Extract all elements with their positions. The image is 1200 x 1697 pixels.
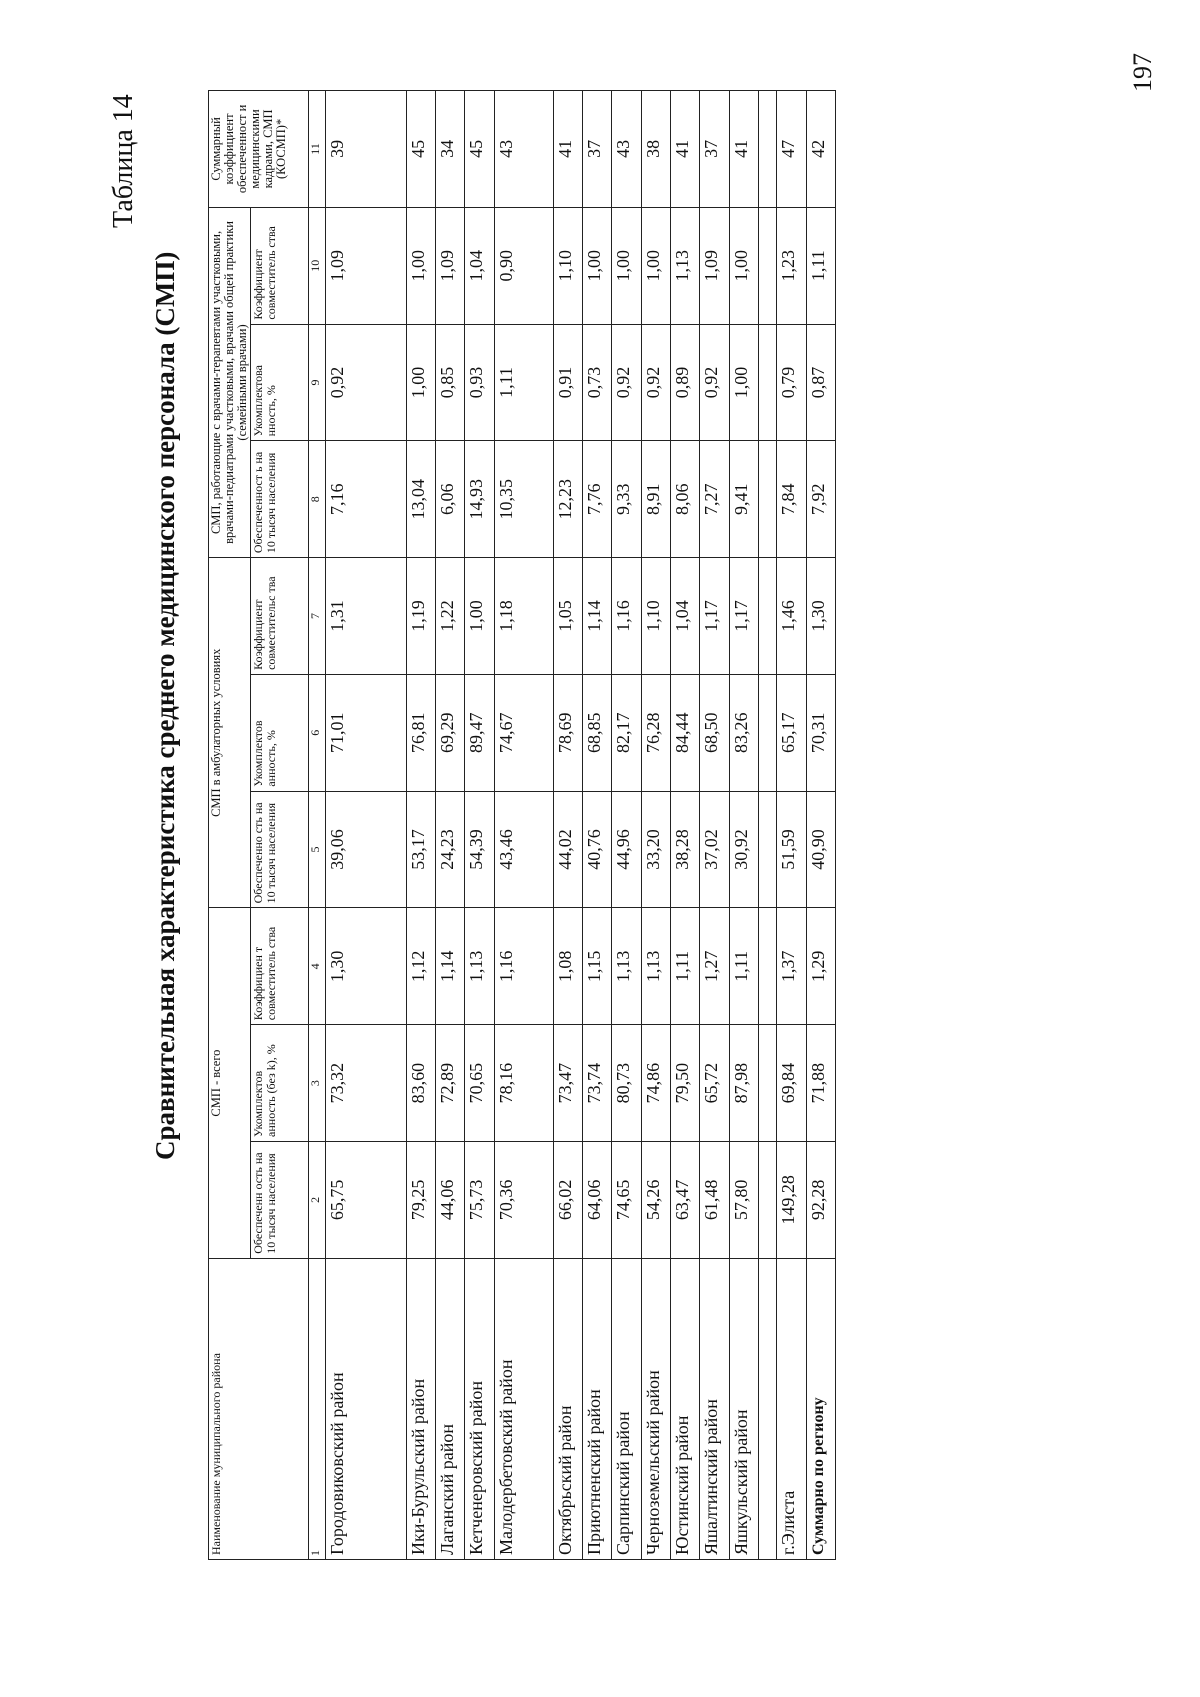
smp-table <box>208 90 836 1560</box>
header-c6: Укомплектов анность, % <box>251 674 309 791</box>
row-name-cell: Октябрьский район <box>553 1258 582 1559</box>
table-row <box>553 91 582 1560</box>
value-cell-c11: 39 <box>326 91 407 208</box>
header-group-outpatient: СМП в амбулаторных условиях <box>209 558 251 908</box>
spacer-cell <box>758 558 776 675</box>
value-cell-c3: 74,86 <box>641 1025 670 1142</box>
header-name: Наименование муниципального района <box>209 1258 309 1559</box>
value-cell-c5: 24,23 <box>436 791 465 908</box>
value-cell-c2: 70,36 <box>494 1141 553 1258</box>
page-title <box>150 252 181 1160</box>
table-row <box>465 91 494 1560</box>
spacer-cell <box>758 908 776 1025</box>
value-cell-c7: 1,10 <box>641 558 670 675</box>
value-cell-c9: 1,11 <box>494 324 553 441</box>
value-cell-c2: 44,06 <box>436 1141 465 1258</box>
value-cell-c9: 0,92 <box>700 324 729 441</box>
rotated-table-container <box>208 90 836 1560</box>
column-number: 9 <box>309 324 326 441</box>
value-cell-c2: 64,06 <box>582 1141 611 1258</box>
value-cell-c4: 1,11 <box>670 908 699 1025</box>
column-number: 8 <box>309 441 326 558</box>
value-cell-c3: 73,74 <box>582 1025 611 1142</box>
value-cell-c8: 12,23 <box>553 441 582 558</box>
value-cell-c5: 39,06 <box>326 791 407 908</box>
value-cell-c7: 1,22 <box>436 558 465 675</box>
value-cell-c11: 45 <box>406 91 435 208</box>
value-cell-c5: 33,20 <box>641 791 670 908</box>
column-number: 2 <box>309 1141 326 1258</box>
row-name-cell: Сарпинский район <box>612 1258 641 1559</box>
header-c4: Коэффициен т совместитель ства <box>251 908 309 1025</box>
value-cell-c5: 40,76 <box>582 791 611 908</box>
spacer-cell <box>758 324 776 441</box>
value-cell-c11: 42 <box>806 91 835 208</box>
value-cell-c3: 65,72 <box>700 1025 729 1142</box>
value-cell-c4: 1,13 <box>465 908 494 1025</box>
column-number: 7 <box>309 558 326 675</box>
value-cell-c5: 37,02 <box>700 791 729 908</box>
value-cell-c8: 7,76 <box>582 441 611 558</box>
value-cell-c3: 79,50 <box>670 1025 699 1142</box>
table-row <box>777 91 806 1560</box>
value-cell-c6: 70,31 <box>806 674 835 791</box>
value-cell-c10: 1,00 <box>612 207 641 324</box>
value-cell-c7: 1,05 <box>553 558 582 675</box>
value-cell-c3: 73,47 <box>553 1025 582 1142</box>
value-cell-c2: 57,80 <box>729 1141 758 1258</box>
value-cell-c4: 1,13 <box>641 908 670 1025</box>
column-number: 10 <box>309 207 326 324</box>
row-name-cell: Яшкульский район <box>729 1258 758 1559</box>
table-row <box>806 91 835 1560</box>
table-label: Таблица 14 <box>108 94 139 228</box>
header-c2: Обеспеченн ость на 10 тысяч населения <box>251 1141 309 1258</box>
value-cell-c2: 75,73 <box>465 1141 494 1258</box>
value-cell-c6: 83,26 <box>729 674 758 791</box>
value-cell-c9: 0,93 <box>465 324 494 441</box>
value-cell-c7: 1,31 <box>326 558 407 675</box>
row-name-cell: Черноземельский район <box>641 1258 670 1559</box>
value-cell-c3: 80,73 <box>612 1025 641 1142</box>
header-c9: Укомплектова нность, % <box>251 324 309 441</box>
value-cell-c10: 1,09 <box>436 207 465 324</box>
table-row <box>494 91 553 1560</box>
spacer-cell <box>758 791 776 908</box>
value-cell-c9: 0,92 <box>612 324 641 441</box>
value-cell-c7: 1,16 <box>612 558 641 675</box>
value-cell-c6: 71,01 <box>326 674 407 791</box>
value-cell-c7: 1,04 <box>670 558 699 675</box>
value-cell-c3: 72,89 <box>436 1025 465 1142</box>
value-cell-c2: 79,25 <box>406 1141 435 1258</box>
value-cell-c11: 41 <box>553 91 582 208</box>
row-name-cell: Суммарно по региону <box>806 1258 835 1559</box>
value-cell-c9: 0,79 <box>777 324 806 441</box>
value-cell-c6: 76,28 <box>641 674 670 791</box>
header-group-summary: Суммарный коэффициент обеспеченност и медицинскими кадрами, СМП (КОСМП)* <box>209 91 309 208</box>
value-cell-c8: 7,16 <box>326 441 407 558</box>
value-cell-c8: 10,35 <box>494 441 553 558</box>
column-numbers-row <box>309 91 326 1560</box>
value-cell-c6: 68,85 <box>582 674 611 791</box>
value-cell-c6: 74,67 <box>494 674 553 791</box>
value-cell-c5: 44,96 <box>612 791 641 908</box>
value-cell-c2: 63,47 <box>670 1141 699 1258</box>
value-cell-c5: 40,90 <box>806 791 835 908</box>
row-name-cell: Юстинский район <box>670 1258 699 1559</box>
spacer-row <box>758 91 776 1560</box>
value-cell-c11: 34 <box>436 91 465 208</box>
table-row <box>729 91 758 1560</box>
value-cell-c11: 45 <box>465 91 494 208</box>
column-number: 6 <box>309 674 326 791</box>
value-cell-c11: 43 <box>494 91 553 208</box>
value-cell-c3: 83,60 <box>406 1025 435 1142</box>
row-name-cell: Малодербетовский район <box>494 1258 553 1559</box>
value-cell-c8: 8,91 <box>641 441 670 558</box>
value-cell-c7: 1,17 <box>729 558 758 675</box>
value-cell-c6: 89,47 <box>465 674 494 791</box>
value-cell-c3: 73,32 <box>326 1025 407 1142</box>
value-cell-c10: 1,13 <box>670 207 699 324</box>
value-cell-c2: 65,75 <box>326 1141 407 1258</box>
value-cell-c10: 1,00 <box>406 207 435 324</box>
value-cell-c4: 1,30 <box>326 908 407 1025</box>
header-group-physicians: СМП, работающие с врачами-терапевтами участковыми, врачами-педиатрами участковыми, врачами общей практики (семейными врачами) <box>209 207 251 557</box>
value-cell-c4: 1,37 <box>777 908 806 1025</box>
value-cell-c4: 1,12 <box>406 908 435 1025</box>
header-c3: Укомплектов анность (без k), % <box>251 1025 309 1142</box>
value-cell-c9: 0,92 <box>326 324 407 441</box>
value-cell-c10: 1,09 <box>700 207 729 324</box>
spacer-cell <box>758 207 776 324</box>
header-c7: Коэффициент совместительс тва <box>251 558 309 675</box>
value-cell-c6: 78,69 <box>553 674 582 791</box>
value-cell-c2: 149,28 <box>777 1141 806 1258</box>
value-cell-c5: 30,92 <box>729 791 758 908</box>
value-cell-c2: 61,48 <box>700 1141 729 1258</box>
value-cell-c7: 1,14 <box>582 558 611 675</box>
value-cell-c11: 41 <box>729 91 758 208</box>
value-cell-c8: 9,41 <box>729 441 758 558</box>
value-cell-c4: 1,15 <box>582 908 611 1025</box>
value-cell-c11: 38 <box>641 91 670 208</box>
value-cell-c7: 1,17 <box>700 558 729 675</box>
value-cell-c9: 0,73 <box>582 324 611 441</box>
value-cell-c6: 76,81 <box>406 674 435 791</box>
row-name-cell: Городовиковский район <box>326 1258 407 1559</box>
value-cell-c9: 0,87 <box>806 324 835 441</box>
table-row <box>700 91 729 1560</box>
value-cell-c4: 1,13 <box>612 908 641 1025</box>
value-cell-c10: 1,00 <box>641 207 670 324</box>
header-c10: Коэффициент совместитель ства <box>251 207 309 324</box>
value-cell-c4: 1,14 <box>436 908 465 1025</box>
value-cell-c11: 43 <box>612 91 641 208</box>
column-number: 3 <box>309 1025 326 1142</box>
value-cell-c4: 1,11 <box>729 908 758 1025</box>
row-name-cell: г.Элиста <box>777 1258 806 1559</box>
value-cell-c8: 13,04 <box>406 441 435 558</box>
value-cell-c6: 65,17 <box>777 674 806 791</box>
value-cell-c5: 51,59 <box>777 791 806 908</box>
row-name-cell: Кетченеровский район <box>465 1258 494 1559</box>
value-cell-c10: 1,10 <box>553 207 582 324</box>
value-cell-c4: 1,16 <box>494 908 553 1025</box>
value-cell-c9: 0,89 <box>670 324 699 441</box>
value-cell-c10: 1,11 <box>806 207 835 324</box>
table-body <box>326 91 836 1560</box>
value-cell-c9: 0,91 <box>553 324 582 441</box>
value-cell-c9: 1,00 <box>406 324 435 441</box>
value-cell-c11: 37 <box>582 91 611 208</box>
spacer-cell <box>758 1141 776 1258</box>
table-row <box>326 91 407 1560</box>
value-cell-c2: 74,65 <box>612 1141 641 1258</box>
column-number: 11 <box>309 91 326 208</box>
spacer-cell <box>758 1025 776 1142</box>
value-cell-c8: 8,06 <box>670 441 699 558</box>
value-cell-c6: 68,50 <box>700 674 729 791</box>
value-cell-c7: 1,46 <box>777 558 806 675</box>
value-cell-c5: 43,46 <box>494 791 553 908</box>
value-cell-c9: 0,92 <box>641 324 670 441</box>
value-cell-c7: 1,00 <box>465 558 494 675</box>
value-cell-c10: 0,90 <box>494 207 553 324</box>
value-cell-c9: 0,85 <box>436 324 465 441</box>
value-cell-c5: 54,39 <box>465 791 494 908</box>
row-name-cell: Лаганский район <box>436 1258 465 1559</box>
column-number: 1 <box>309 1258 326 1559</box>
value-cell-c7: 1,19 <box>406 558 435 675</box>
value-cell-c6: 82,17 <box>612 674 641 791</box>
spacer-cell <box>758 91 776 208</box>
value-cell-c4: 1,08 <box>553 908 582 1025</box>
table-row <box>641 91 670 1560</box>
table-row <box>582 91 611 1560</box>
value-cell-c8: 7,84 <box>777 441 806 558</box>
value-cell-c10: 1,09 <box>326 207 407 324</box>
value-cell-c8: 7,92 <box>806 441 835 558</box>
spacer-cell <box>758 441 776 558</box>
value-cell-c3: 78,16 <box>494 1025 553 1142</box>
value-cell-c4: 1,27 <box>700 908 729 1025</box>
value-cell-c8: 14,93 <box>465 441 494 558</box>
value-cell-c10: 1,23 <box>777 207 806 324</box>
header-c5: Обеспеченно сть на 10 тысяч населения <box>251 791 309 908</box>
row-name-cell: Приютненский район <box>582 1258 611 1559</box>
value-cell-c3: 87,98 <box>729 1025 758 1142</box>
value-cell-c8: 9,33 <box>612 441 641 558</box>
value-cell-c9: 1,00 <box>729 324 758 441</box>
column-number: 4 <box>309 908 326 1025</box>
value-cell-c2: 92,28 <box>806 1141 835 1258</box>
value-cell-c7: 1,30 <box>806 558 835 675</box>
value-cell-c11: 47 <box>777 91 806 208</box>
table-row <box>406 91 435 1560</box>
value-cell-c5: 44,02 <box>553 791 582 908</box>
value-cell-c3: 71,88 <box>806 1025 835 1142</box>
value-cell-c8: 7,27 <box>700 441 729 558</box>
value-cell-c11: 41 <box>670 91 699 208</box>
row-name-cell: Ики-Бурульский район <box>406 1258 435 1559</box>
value-cell-c10: 1,00 <box>582 207 611 324</box>
table-title: Сравнительная характеристика среднего медицинского персонала (СМП) <box>150 251 180 1160</box>
value-cell-c5: 53,17 <box>406 791 435 908</box>
header-c8: Обеспеченност ь на 10 тысяч населения <box>251 441 309 558</box>
table-row <box>436 91 465 1560</box>
value-cell-c10: 1,00 <box>729 207 758 324</box>
value-cell-c2: 54,26 <box>641 1141 670 1258</box>
row-name-cell: Яшалтинский район <box>700 1258 729 1559</box>
value-cell-c2: 66,02 <box>553 1141 582 1258</box>
header-group-total: СМП - всего <box>209 908 251 1258</box>
value-cell-c3: 69,84 <box>777 1025 806 1142</box>
value-cell-c3: 70,65 <box>465 1025 494 1142</box>
value-cell-c10: 1,04 <box>465 207 494 324</box>
spacer-cell <box>758 674 776 791</box>
table-row <box>670 91 699 1560</box>
table-row <box>612 91 641 1560</box>
value-cell-c8: 6,06 <box>436 441 465 558</box>
value-cell-c7: 1,18 <box>494 558 553 675</box>
spacer-cell <box>758 1258 776 1559</box>
column-number: 5 <box>309 791 326 908</box>
value-cell-c5: 38,28 <box>670 791 699 908</box>
value-cell-c4: 1,29 <box>806 908 835 1025</box>
value-cell-c6: 69,29 <box>436 674 465 791</box>
value-cell-c6: 84,44 <box>670 674 699 791</box>
page-number: 197 <box>1128 53 1157 92</box>
value-cell-c11: 37 <box>700 91 729 208</box>
